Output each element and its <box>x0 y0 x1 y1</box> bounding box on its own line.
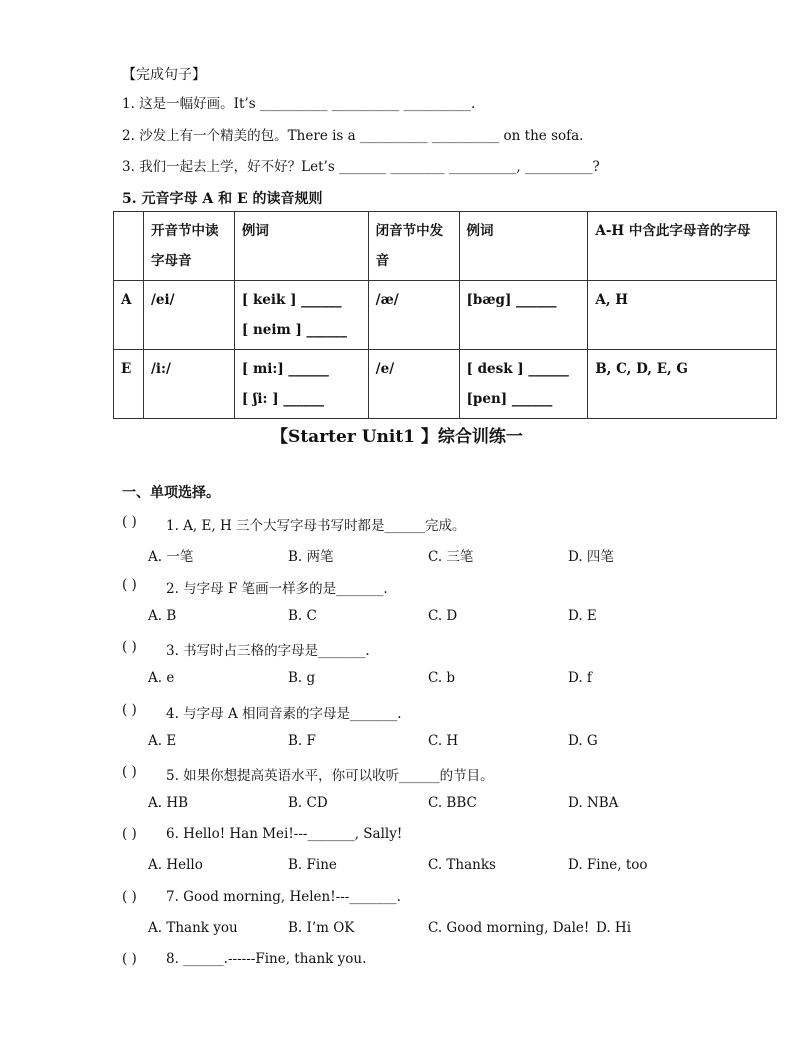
table-cell: A-H 中含此字母音的字母 <box>588 212 777 281</box>
table-cell: 例词 <box>459 212 588 281</box>
question-stem: 4. 与字母 A 相同音素的字母是_______. <box>166 706 402 722</box>
option: B. I’m OK <box>288 920 355 936</box>
option: D. f <box>568 670 592 686</box>
option: C. Good morning, Dale! <box>428 920 590 936</box>
answer-paren: ( ) <box>122 702 137 718</box>
vowel-rules-heading: 5. 元音字母 A 和 E 的读音规则 <box>122 191 323 207</box>
table-cell <box>114 212 144 281</box>
answer-paren: ( ) <box>122 826 137 842</box>
option: A. Hello <box>148 857 203 873</box>
complete-sentences-heading: 【完成句子】 <box>122 67 206 83</box>
option: C. Thanks <box>428 857 496 873</box>
table-header-row <box>114 212 777 281</box>
question-stem: 1. A, E, H 三个大写字母书写时都是______完成。 <box>166 518 466 534</box>
option: B. Fine <box>288 857 337 873</box>
option: D. Fine, too <box>568 857 648 873</box>
table-cell: /e/ <box>368 350 459 419</box>
question-stem: 6. Hello! Han Mei!---_______, Sally! <box>166 826 403 842</box>
answer-paren: ( ) <box>122 951 137 967</box>
option: C. D <box>428 608 458 624</box>
section-heading: 一、单项选择。 <box>122 485 220 501</box>
question-stem: 2. 与字母 F 笔画一样多的是_______. <box>166 581 388 597</box>
option: B. F <box>288 733 316 749</box>
table-cell: E <box>114 350 144 419</box>
option: B. C <box>288 608 317 624</box>
unit-title: 【Starter Unit1 】综合训练一 <box>271 427 523 447</box>
table-cell: A, H <box>588 281 777 350</box>
sentence-item: 2. 沙发上有一个精美的包。There is a __________ __________ on the sofa. <box>122 128 584 144</box>
option: C. BBC <box>428 795 477 811</box>
table-cell: B, C, D, E, G <box>588 350 777 419</box>
sentence-item: 1. 这是一幅好画。It’s __________ __________ __________. <box>122 96 476 112</box>
vowel-rules-table <box>113 211 777 419</box>
option: C. H <box>428 733 459 749</box>
question-stem: 5. 如果你想提高英语水平，你可以收听______的节目。 <box>166 768 494 784</box>
option: D. G <box>568 733 598 749</box>
table-cell: A <box>114 281 144 350</box>
option: A. B <box>148 608 177 624</box>
table-row <box>114 350 777 419</box>
answer-paren: ( ) <box>122 514 137 530</box>
option: A. Thank you <box>148 920 238 936</box>
option: C. b <box>428 670 456 686</box>
option: D. 四笔 <box>568 549 614 565</box>
sentence-item: 3. 我们一起去上学，好不好？Let’s _______ ________ __________, __________? <box>122 159 600 175</box>
option: A. HB <box>148 795 189 811</box>
table-cell: 例词 <box>234 212 368 281</box>
option: A. e <box>148 670 175 686</box>
table-cell: [bæg] ______ <box>459 281 588 350</box>
table-row <box>114 281 777 350</box>
table-cell: 开音节中读字母音 <box>143 212 234 281</box>
answer-paren: ( ) <box>122 577 137 593</box>
option: D. Hi <box>596 920 632 936</box>
question-stem: 3. 书写时占三格的字母是_______. <box>166 643 370 659</box>
answer-paren: ( ) <box>122 764 137 780</box>
table-cell: [ desk ] ______ [pen] ______ <box>459 350 588 419</box>
option: D. NBA <box>568 795 619 811</box>
option: C. 三笔 <box>428 549 474 565</box>
option: B. 两笔 <box>288 549 334 565</box>
table-cell: [ keik ] ______ [ neim ] ______ <box>234 281 368 350</box>
option: B. CD <box>288 795 328 811</box>
answer-paren: ( ) <box>122 889 137 905</box>
option: B. g <box>288 670 316 686</box>
answer-paren: ( ) <box>122 639 137 655</box>
question-stem: 7. Good morning, Helen!---_______. <box>166 889 401 905</box>
table-cell: [ mi:] ______ [ ʃi: ] ______ <box>234 350 368 419</box>
table-cell: /æ/ <box>368 281 459 350</box>
option: D. E <box>568 608 597 624</box>
table-cell: /i:/ <box>143 350 234 419</box>
option: A. E <box>148 733 177 749</box>
table-cell: 闭音节中发音 <box>368 212 459 281</box>
table-cell: /ei/ <box>143 281 234 350</box>
option: A. 一笔 <box>148 549 194 565</box>
question-stem: 8. ______.------Fine, thank you. <box>166 951 367 967</box>
